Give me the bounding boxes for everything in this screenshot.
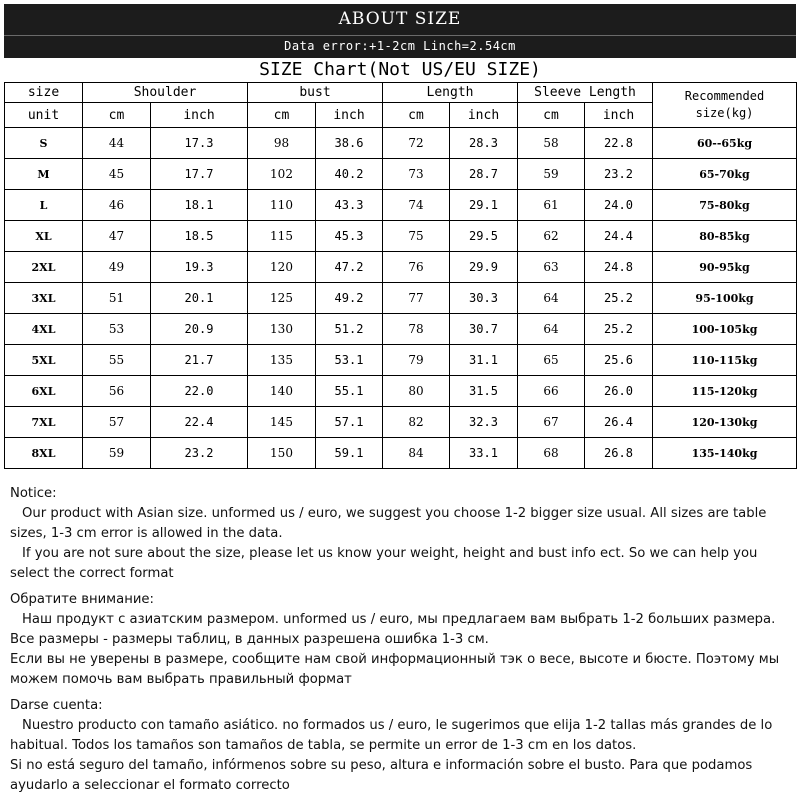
recommended-weight-cell: 75-80kg xyxy=(653,190,797,221)
sleeve-inch-cell: 22.8 xyxy=(585,128,653,159)
bust-cm-cell: 98 xyxy=(248,128,316,159)
sleeve-cm-cell: 61 xyxy=(518,190,585,221)
bust-cm-cell: 145 xyxy=(248,407,316,438)
length-cm-cell: 84 xyxy=(383,438,450,469)
bust-inch-cell: 40.2 xyxy=(316,159,383,190)
shoulder-cm-header: cm xyxy=(83,103,151,128)
table-row xyxy=(5,438,797,469)
table-row xyxy=(5,345,797,376)
length-cm-cell: 73 xyxy=(383,159,450,190)
size-table xyxy=(4,82,797,469)
sleeve-cm-cell: 58 xyxy=(518,128,585,159)
sleeve-cm-cell: 62 xyxy=(518,221,585,252)
length-cm-cell: 78 xyxy=(383,314,450,345)
bust-cm-cell: 135 xyxy=(248,345,316,376)
table-row xyxy=(5,190,797,221)
table-row xyxy=(5,252,797,283)
recommended-weight-cell: 95-100kg xyxy=(653,283,797,314)
bust-cm-cell: 150 xyxy=(248,438,316,469)
length-inch-cell: 28.3 xyxy=(450,128,518,159)
length-cm-cell: 79 xyxy=(383,345,450,376)
bust-inch-cell: 38.6 xyxy=(316,128,383,159)
length-inch-cell: 30.3 xyxy=(450,283,518,314)
shoulder-cm-cell: 51 xyxy=(83,283,151,314)
sleeve-inch-cell: 26.8 xyxy=(585,438,653,469)
recommended-weight-cell: 110-115kg xyxy=(653,345,797,376)
shoulder-cm-cell: 59 xyxy=(83,438,151,469)
length-inch-cell: 33.1 xyxy=(450,438,518,469)
bust-cm-header: cm xyxy=(248,103,316,128)
sleeve-inch-cell: 23.2 xyxy=(585,159,653,190)
table-row xyxy=(5,221,797,252)
size-cell: 5XL xyxy=(5,345,83,376)
length-cm-cell: 82 xyxy=(383,407,450,438)
length-inch-cell: 31.5 xyxy=(450,376,518,407)
bust-cm-cell: 120 xyxy=(248,252,316,283)
length-cm-header: cm xyxy=(383,103,450,128)
recommended-weight-cell: 135-140kg xyxy=(653,438,797,469)
shoulder-cm-cell: 57 xyxy=(83,407,151,438)
bust-inch-cell: 59.1 xyxy=(316,438,383,469)
bust-inch-cell: 51.2 xyxy=(316,314,383,345)
length-inch-cell: 28.7 xyxy=(450,159,518,190)
sleeve-cm-cell: 68 xyxy=(518,438,585,469)
sleeve-inch-cell: 25.2 xyxy=(585,314,653,345)
sleeve-inch-cell: 25.6 xyxy=(585,345,653,376)
notice-heading-ru: Обратите внимание: xyxy=(10,592,154,607)
shoulder-inch-cell: 20.1 xyxy=(151,283,248,314)
sleeve-inch-cell: 24.8 xyxy=(585,252,653,283)
length-cm-cell: 75 xyxy=(383,221,450,252)
size-cell: 2XL xyxy=(5,252,83,283)
sleeve-cm-cell: 63 xyxy=(518,252,585,283)
bust-cm-cell: 110 xyxy=(248,190,316,221)
notice-paragraph-ru-2: Если вы не уверены в размере, сообщите нам свой информационный тэк о весе, высоте и бюсте. Поэтому мы можем помочь вам выбрать правильный формат xyxy=(10,652,780,687)
size-table-body xyxy=(5,128,797,469)
header-title: ABOUT SIZE xyxy=(338,9,462,29)
shoulder-cm-cell: 44 xyxy=(83,128,151,159)
notice-heading-es: Darse cuenta: xyxy=(10,698,103,713)
notice-paragraph-es-2: Si no está seguro del tamaño, infórmenos sobre su peso, altura e información sobre el busto. Para que podamos ayudarlo a seleccionar el formato correcto xyxy=(10,758,753,793)
bust-cm-cell: 115 xyxy=(248,221,316,252)
table-row xyxy=(5,376,797,407)
notice-paragraph-ru-1: Наш продукт с азиатским размером. unformed us / euro, мы предлагаем вам выбрать 1-2 больших размера. Все размеры - размеры таблиц, в данных разрешена ошибка 1-3 см. xyxy=(10,612,776,647)
shoulder-cm-cell: 55 xyxy=(83,345,151,376)
notice-paragraph-es-1: Nuestro producto con tamaño asiático. no formados us / euro, le sugerimos que elija 1-2 tallas más grandes de lo habitual. Todos los tamaños son tamaños de tabla, se permite un error de 1-3 cm en los datos. xyxy=(10,718,773,753)
sleeve-length-header: Sleeve Length xyxy=(518,83,653,103)
recommended-weight-cell: 90-95kg xyxy=(653,252,797,283)
recommended-weight-cell: 65-70kg xyxy=(653,159,797,190)
sleeve-cm-cell: 65 xyxy=(518,345,585,376)
length-header: Length xyxy=(383,83,518,103)
header-divider xyxy=(4,35,796,36)
notice-paragraph-en-2: If you are not sure about the size, please let us know your weight, height and bust info ect. So we can help you select the correct format xyxy=(10,546,758,581)
bust-inch-cell: 45.3 xyxy=(316,221,383,252)
shoulder-header: Shoulder xyxy=(83,83,248,103)
bust-cm-cell: 102 xyxy=(248,159,316,190)
size-cell: 7XL xyxy=(5,407,83,438)
bust-inch-cell: 43.3 xyxy=(316,190,383,221)
size-cell: XL xyxy=(5,221,83,252)
length-inch-cell: 31.1 xyxy=(450,345,518,376)
size-chart-title: SIZE Chart(Not US/EU SIZE) xyxy=(259,59,541,80)
length-cm-cell: 72 xyxy=(383,128,450,159)
recommended-weight-cell: 120-130kg xyxy=(653,407,797,438)
shoulder-inch-cell: 17.7 xyxy=(151,159,248,190)
sleeve-cm-cell: 67 xyxy=(518,407,585,438)
sleeve-cm-cell: 59 xyxy=(518,159,585,190)
shoulder-cm-cell: 49 xyxy=(83,252,151,283)
shoulder-inch-cell: 22.0 xyxy=(151,376,248,407)
length-inch-header: inch xyxy=(450,103,518,128)
shoulder-inch-cell: 21.7 xyxy=(151,345,248,376)
shoulder-inch-header: inch xyxy=(151,103,248,128)
shoulder-cm-cell: 47 xyxy=(83,221,151,252)
unit-header: unit xyxy=(5,103,83,128)
size-cell: 3XL xyxy=(5,283,83,314)
length-inch-cell: 29.9 xyxy=(450,252,518,283)
shoulder-cm-cell: 56 xyxy=(83,376,151,407)
bust-inch-header: inch xyxy=(316,103,383,128)
shoulder-cm-cell: 45 xyxy=(83,159,151,190)
length-inch-cell: 29.1 xyxy=(450,190,518,221)
table-row xyxy=(5,407,797,438)
size-cell: 6XL xyxy=(5,376,83,407)
table-row xyxy=(5,159,797,190)
size-cell: 4XL xyxy=(5,314,83,345)
shoulder-inch-cell: 17.3 xyxy=(151,128,248,159)
sleeve-cm-cell: 64 xyxy=(518,314,585,345)
length-cm-cell: 77 xyxy=(383,283,450,314)
bust-cm-cell: 130 xyxy=(248,314,316,345)
sleeve-inch-header: inch xyxy=(585,103,653,128)
recommended-weight-cell: 100-105kg xyxy=(653,314,797,345)
bust-cm-cell: 140 xyxy=(248,376,316,407)
length-inch-cell: 29.5 xyxy=(450,221,518,252)
bust-inch-cell: 55.1 xyxy=(316,376,383,407)
notice-paragraph-en-1: Our product with Asian size. unformed us / euro, we suggest you choose 1-2 bigger size usual. All sizes are table sizes, 1-3 cm error is allowed in the data. xyxy=(10,506,767,541)
about-size-header xyxy=(4,4,796,58)
data-error-note: Data error:+1-2cm Linch=2.54cm xyxy=(284,39,516,53)
notes-section xyxy=(10,484,796,796)
sleeve-inch-cell: 24.4 xyxy=(585,221,653,252)
size-header: size xyxy=(5,83,83,103)
size-cell: L xyxy=(5,190,83,221)
group-header-row xyxy=(5,83,797,103)
bust-inch-cell: 53.1 xyxy=(316,345,383,376)
length-cm-cell: 76 xyxy=(383,252,450,283)
shoulder-inch-cell: 19.3 xyxy=(151,252,248,283)
bust-cm-cell: 125 xyxy=(248,283,316,314)
shoulder-inch-cell: 18.5 xyxy=(151,221,248,252)
notice-heading-en: Notice: xyxy=(10,486,57,501)
recommended-weight-cell: 80-85kg xyxy=(653,221,797,252)
shoulder-cm-cell: 46 xyxy=(83,190,151,221)
size-cell: S xyxy=(5,128,83,159)
shoulder-inch-cell: 22.4 xyxy=(151,407,248,438)
length-inch-cell: 32.3 xyxy=(450,407,518,438)
sleeve-cm-cell: 64 xyxy=(518,283,585,314)
shoulder-cm-cell: 53 xyxy=(83,314,151,345)
length-cm-cell: 80 xyxy=(383,376,450,407)
recommended-weight-cell: 115-120kg xyxy=(653,376,797,407)
sleeve-inch-cell: 24.0 xyxy=(585,190,653,221)
table-row xyxy=(5,128,797,159)
recommended-size-header: Recommended size(kg) xyxy=(653,83,797,128)
sleeve-inch-cell: 26.4 xyxy=(585,407,653,438)
sleeve-cm-header: cm xyxy=(518,103,585,128)
recommended-weight-cell: 60--65kg xyxy=(653,128,797,159)
sleeve-inch-cell: 26.0 xyxy=(585,376,653,407)
shoulder-inch-cell: 20.9 xyxy=(151,314,248,345)
size-cell: 8XL xyxy=(5,438,83,469)
bust-inch-cell: 57.1 xyxy=(316,407,383,438)
bust-header: bust xyxy=(248,83,383,103)
length-inch-cell: 30.7 xyxy=(450,314,518,345)
bust-inch-cell: 49.2 xyxy=(316,283,383,314)
sleeve-inch-cell: 25.2 xyxy=(585,283,653,314)
shoulder-inch-cell: 18.1 xyxy=(151,190,248,221)
size-cell: M xyxy=(5,159,83,190)
sleeve-cm-cell: 66 xyxy=(518,376,585,407)
table-row xyxy=(5,283,797,314)
length-cm-cell: 74 xyxy=(383,190,450,221)
bust-inch-cell: 47.2 xyxy=(316,252,383,283)
table-row xyxy=(5,314,797,345)
shoulder-inch-cell: 23.2 xyxy=(151,438,248,469)
